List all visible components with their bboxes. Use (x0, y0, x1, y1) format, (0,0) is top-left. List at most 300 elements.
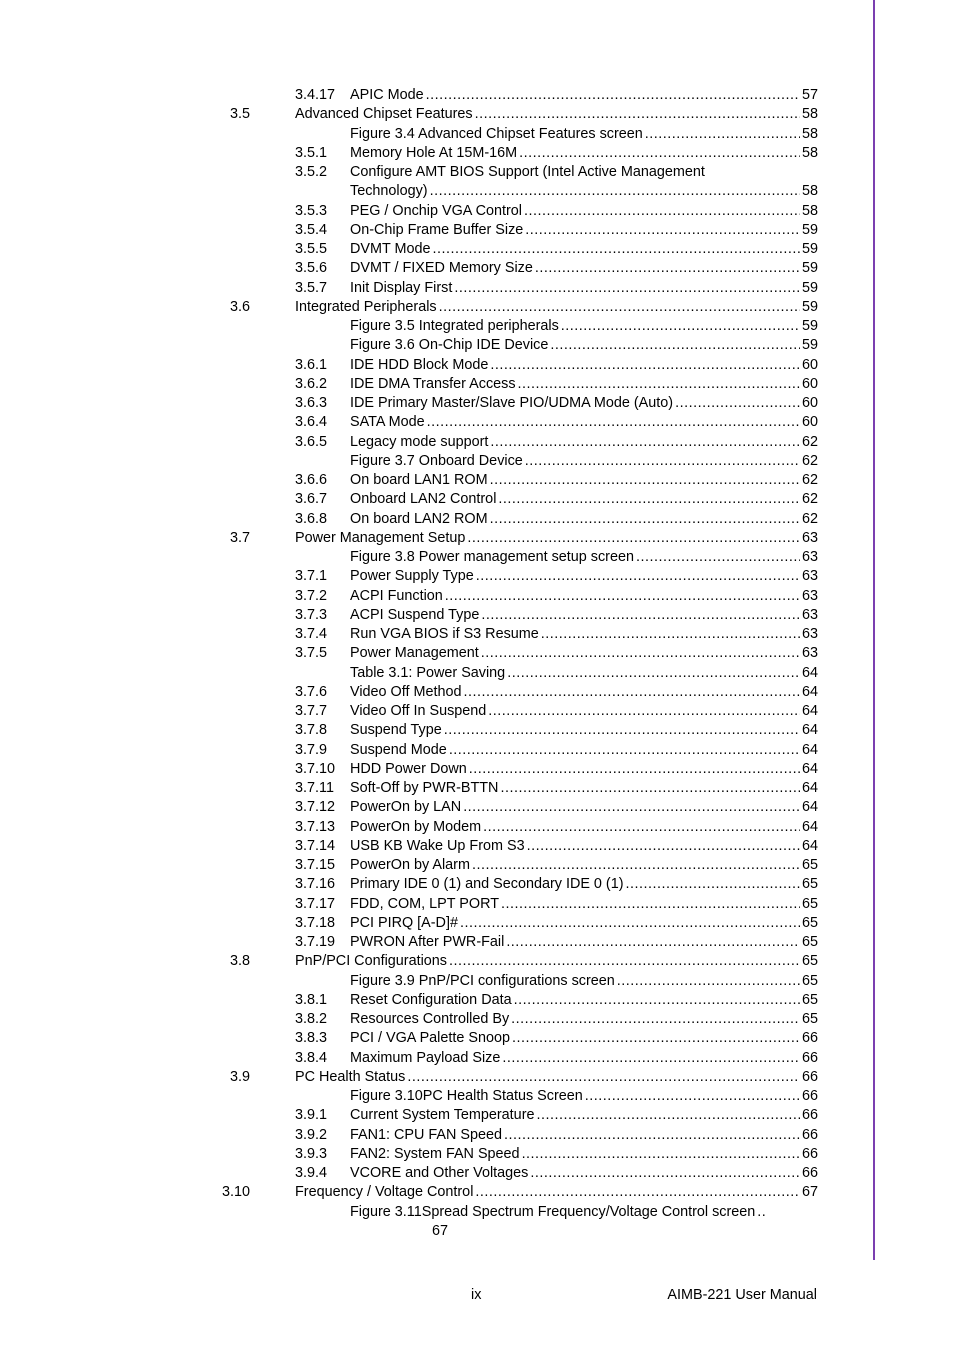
toc-entry-number: 3.9 (229, 1068, 250, 1085)
toc-entry-page: 62 (801, 491, 818, 508)
toc-entry-number: 3.5 (229, 106, 250, 123)
toc-entry-page: 63 (801, 587, 818, 604)
toc-entry-title: Frequency / Voltage Control (295, 1184, 474, 1201)
toc-entry-page: 63 (801, 529, 818, 546)
toc-entry-number: 3.7.5 (295, 645, 328, 662)
dot-leader (476, 567, 800, 586)
toc-entry-page: 66 (801, 1049, 818, 1066)
toc-entry[interactable] (0, 394, 954, 413)
dot-leader (426, 86, 800, 105)
toc-entry[interactable] (0, 664, 954, 683)
dot-leader (490, 356, 800, 375)
toc-entry-page: 66 (801, 1068, 818, 1085)
toc-entry-title: IDE DMA Transfer Access (350, 375, 516, 392)
toc-entry-page: 63 (801, 549, 818, 565)
toc-entry-line (295, 952, 818, 971)
toc-entry-page: 63 (801, 626, 818, 642)
toc-entry-line (295, 298, 818, 317)
toc-entry[interactable] (0, 1087, 954, 1106)
toc-entry-page: 57 (801, 87, 818, 103)
toc-entry-title: Video Off Method (350, 683, 462, 700)
toc-entry[interactable] (0, 1049, 954, 1068)
toc-entry-line (350, 375, 818, 394)
toc-entry-page: 64 (801, 683, 818, 700)
toc-entry-page: 65 (801, 1011, 818, 1027)
manual-title: AIMB-221 User Manual (667, 1287, 817, 1303)
toc-entry-number: 3.7.4 (295, 626, 328, 642)
toc-entry-title: PWRON After PWR-Fail (350, 934, 505, 950)
toc-entry-page: 59 (801, 241, 818, 257)
toc-entry-page: 64 (801, 722, 818, 739)
toc-entry[interactable] (0, 991, 954, 1010)
toc-entry-line (350, 702, 818, 721)
toc-entry-line (295, 1068, 818, 1087)
toc-entry-title: Figure 3.10PC Health Status Screen (350, 1088, 583, 1104)
toc-entry-title: FAN1: CPU FAN Speed (350, 1126, 502, 1143)
toc-entry-number: 3.9.2 (295, 1126, 328, 1143)
toc-entry[interactable] (0, 587, 954, 606)
dot-leader (498, 490, 800, 509)
dot-leader (467, 529, 800, 548)
toc-entry-title: On board LAN1 ROM (350, 472, 488, 488)
toc-entry[interactable] (0, 721, 954, 740)
dot-leader (481, 644, 800, 663)
toc-entry-line (350, 1029, 818, 1048)
toc-entry-page: 65 (801, 876, 818, 893)
toc-entry-number: 3.7.18 (295, 914, 336, 931)
toc-entry-number: 3.7.12 (295, 799, 336, 816)
toc-entry-line (350, 548, 818, 567)
toc-entry[interactable] (0, 240, 954, 259)
toc-entry[interactable] (0, 413, 954, 432)
toc-entry-line (350, 567, 818, 586)
dot-leader (460, 914, 800, 933)
toc-entry-title: SATA Mode (350, 414, 425, 431)
dot-leader (504, 1126, 800, 1145)
toc-entry-page: 64 (801, 760, 818, 777)
toc-entry-number: 3.5.1 (295, 144, 328, 161)
toc-entry-line (350, 914, 818, 933)
toc-entry[interactable] (0, 644, 954, 663)
toc-entry-number: 3.10 (221, 1184, 250, 1201)
toc-entry[interactable] (0, 375, 954, 394)
toc-entry[interactable] (0, 105, 954, 124)
toc-entry-number: 3.8.3 (295, 1030, 328, 1047)
toc-entry-line (350, 490, 818, 509)
toc-entry-title: PowerOn by Alarm (350, 857, 470, 873)
toc-entry-title: Current System Temperature (350, 1107, 535, 1124)
toc-entry-line (350, 279, 818, 298)
dot-leader (530, 1164, 800, 1183)
toc-entry-line (350, 1087, 818, 1106)
dot-leader (500, 779, 800, 798)
toc-entry-page: 64 (801, 780, 818, 796)
dot-leader (463, 798, 800, 817)
dot-leader (617, 972, 800, 991)
toc-entry-line (350, 182, 818, 201)
toc-entry-number: 3.8.1 (295, 991, 328, 1008)
dot-leader (469, 760, 800, 779)
toc-entry-line (350, 1164, 818, 1183)
toc-entry-line (350, 413, 818, 432)
toc-entry-number: 3.7.17 (295, 895, 336, 912)
toc-entry[interactable] (0, 182, 954, 201)
toc-entry[interactable] (0, 356, 954, 375)
toc-entry-line (350, 760, 818, 779)
toc-entry-number: 3.6.7 (295, 491, 328, 508)
toc-entry-number: 3.8.4 (295, 1049, 328, 1066)
dot-leader (645, 125, 800, 144)
dot-leader (522, 1145, 800, 1164)
toc-entry-line (350, 240, 818, 259)
toc-entry[interactable] (0, 298, 954, 317)
toc-entry-page: 65 (801, 953, 818, 970)
toc-entry-title: PEG / Onchip VGA Control (350, 202, 522, 219)
toc-entry-page: 60 (801, 395, 818, 411)
toc-entry-title: PCI PIRQ [A-D]# (350, 914, 458, 931)
toc-entry[interactable] (0, 221, 954, 240)
toc-entry-title: Onboard LAN2 Control (350, 491, 497, 508)
toc-entry-number: 3.7.1 (295, 568, 328, 585)
toc-entry-title: Technology) (350, 183, 428, 200)
toc-entry[interactable] (0, 741, 954, 760)
dot-leader (506, 933, 800, 952)
toc-wrapped-page-line (0, 1222, 954, 1241)
dot-leader (511, 1010, 800, 1029)
toc-entry[interactable] (0, 86, 954, 105)
toc-entry-page: 64 (801, 664, 818, 681)
toc-entry-line (350, 991, 818, 1010)
toc-entry[interactable] (0, 683, 954, 702)
toc-entry-title: HDD Power Down (350, 760, 467, 777)
toc-entry[interactable] (0, 259, 954, 278)
toc-entry-title: DVMT / FIXED Memory Size (350, 260, 533, 277)
toc-entry-title: ACPI Suspend Type (350, 606, 480, 623)
toc-entry-line (350, 1203, 818, 1222)
toc-entry-line (350, 683, 818, 702)
toc-entry[interactable] (0, 317, 954, 336)
toc-entry-page: 63 (801, 645, 818, 662)
toc-entry[interactable] (0, 1203, 954, 1222)
toc-entry[interactable] (0, 1068, 954, 1087)
dot-leader (475, 105, 800, 124)
dot-leader (561, 317, 800, 336)
toc-entry-number: 3.5.5 (295, 241, 328, 257)
toc-entry-page: 66 (801, 1165, 818, 1181)
page-footer (0, 1284, 954, 1306)
toc-entry-page: 64 (801, 703, 818, 719)
toc-entry-line (350, 452, 818, 471)
toc-entry-line (350, 972, 818, 991)
toc-entry-number: 3.5.6 (295, 260, 328, 277)
toc-entry[interactable] (0, 1126, 954, 1145)
toc-entry-page: 62 (801, 472, 818, 488)
toc-entry-page: 65 (801, 991, 818, 1008)
toc-entry-number: 3.7.7 (295, 703, 328, 719)
toc-entry-number: 3.7.6 (295, 683, 328, 700)
toc-entry[interactable] (0, 567, 954, 586)
toc-entry-line (350, 625, 818, 644)
toc-entry-page: 64 (801, 818, 818, 835)
toc-entry-number: 3.8 (229, 953, 250, 970)
toc-entry-page: 58 (801, 202, 818, 219)
dot-leader (525, 221, 800, 240)
toc-entry-line (350, 875, 818, 894)
dot-leader (541, 625, 800, 644)
toc-entry-title: IDE HDD Block Mode (350, 356, 489, 373)
toc-entry[interactable] (0, 798, 954, 817)
dot-leader (626, 875, 800, 894)
toc-entry-page: 60 (801, 375, 818, 392)
toc-entry-page: 66 (801, 1126, 818, 1143)
toc-entry-page: 65 (801, 934, 818, 950)
toc-entry[interactable] (0, 433, 954, 452)
toc-entry[interactable] (0, 202, 954, 221)
dot-leader (757, 1203, 767, 1222)
toc-entry-page: 64 (801, 799, 818, 816)
toc-entry-line (350, 741, 818, 760)
toc-entry-page: 59 (801, 318, 818, 334)
table-of-contents (0, 86, 954, 1241)
dot-leader (475, 1183, 800, 1202)
dot-leader (433, 240, 800, 259)
toc-wrapped-page: 67 (432, 1222, 449, 1239)
toc-entry-title: Soft-Off by PWR-BTTN (350, 780, 499, 796)
toc-entry-line (350, 1106, 818, 1125)
toc-entry[interactable] (0, 144, 954, 163)
toc-entry-page: 66 (801, 1145, 818, 1162)
toc-entry-line (350, 433, 818, 452)
toc-entry[interactable] (0, 972, 954, 991)
toc-entry-title: IDE Primary Master/Slave PIO/UDMA Mode (Auto) (350, 395, 674, 411)
toc-entry-page: 58 (801, 144, 818, 161)
toc-entry-title: PnP/PCI Configurations (295, 953, 447, 970)
toc-entry-number: 3.9.3 (295, 1145, 328, 1162)
toc-entry-line (350, 163, 818, 182)
toc-entry-line (350, 336, 818, 355)
toc-entry-page: 63 (801, 568, 818, 585)
toc-entry[interactable] (0, 779, 954, 798)
toc-entry[interactable] (0, 490, 954, 509)
toc-entry-number: 3.6.6 (295, 472, 328, 488)
toc-entry-page: 63 (801, 606, 818, 623)
toc-entry-line (350, 356, 818, 375)
toc-entry[interactable] (0, 837, 954, 856)
toc-entry-number: 3.6.2 (295, 375, 328, 392)
toc-entry-line (350, 798, 818, 817)
toc-entry[interactable] (0, 471, 954, 490)
dot-leader (585, 1087, 800, 1106)
dot-leader (514, 991, 800, 1010)
toc-entry-line (350, 837, 818, 856)
toc-entry[interactable] (0, 163, 954, 182)
toc-entry[interactable] (0, 529, 954, 548)
toc-entry-number: 3.5.2 (295, 164, 328, 180)
toc-entry-title: Suspend Mode (350, 741, 447, 758)
toc-entry-line (350, 259, 818, 278)
dot-leader (444, 721, 800, 740)
dot-leader (430, 182, 800, 201)
dot-leader (636, 548, 800, 567)
toc-entry[interactable] (0, 1145, 954, 1164)
toc-entry-number: 3.7.9 (295, 741, 328, 758)
toc-entry-number: 3.5.7 (295, 279, 328, 296)
toc-entry-number: 3.6 (229, 298, 250, 315)
toc-entry-page: 66 (801, 1088, 818, 1104)
toc-entry[interactable] (0, 760, 954, 779)
toc-entry-page: 58 (801, 183, 818, 200)
toc-entry-page: 58 (801, 125, 818, 142)
toc-entry-page: 66 (801, 1107, 818, 1124)
toc-entry[interactable] (0, 702, 954, 721)
toc-entry-title: PCI / VGA Palette Snoop (350, 1030, 510, 1047)
toc-entry-number: 3.7.16 (295, 876, 336, 893)
toc-entry-title: Suspend Type (350, 722, 442, 739)
toc-entry-title: Figure 3.8 Power management setup screen (350, 549, 634, 565)
toc-entry-title: Figure 3.9 PnP/PCI configurations screen (350, 972, 615, 989)
toc-entry-title: Figure 3.4 Advanced Chipset Features screen (350, 125, 643, 142)
toc-entry[interactable] (0, 548, 954, 567)
toc-entry-line (350, 933, 818, 952)
toc-entry-title: Table 3.1: Power Saving (350, 664, 506, 681)
toc-entry-page: 59 (801, 337, 818, 354)
toc-entry-number: 3.7.11 (295, 780, 334, 796)
toc-entry[interactable] (0, 895, 954, 914)
toc-entry-title: Video Off In Suspend (350, 703, 487, 719)
toc-entry-line (295, 1183, 818, 1202)
toc-entry-title: Run VGA BIOS if S3 Resume (350, 626, 539, 642)
toc-entry-line (350, 606, 818, 625)
toc-entry-line (350, 1010, 818, 1029)
toc-entry-number: 3.7.13 (295, 818, 336, 835)
toc-entry-title: USB KB Wake Up From S3 (350, 837, 525, 854)
toc-entry-page: 59 (801, 298, 818, 315)
toc-entry-line (350, 144, 818, 163)
page-number: ix (471, 1287, 482, 1303)
toc-entry-page: 67 (801, 1184, 818, 1201)
dot-leader (488, 702, 800, 721)
toc-entry-number: 3.7 (229, 529, 250, 546)
toc-entry-title: DVMT Mode (350, 241, 431, 257)
dot-leader (518, 375, 800, 394)
toc-entry-title: PC Health Status (295, 1068, 406, 1085)
dot-leader (449, 952, 800, 971)
toc-entry[interactable] (0, 279, 954, 298)
toc-entry[interactable] (0, 933, 954, 952)
toc-entry-page: 66 (801, 1030, 818, 1047)
toc-entry-number: 3.9.1 (295, 1107, 328, 1124)
toc-entry-title: VCORE and Other Voltages (350, 1165, 529, 1181)
dot-leader (512, 1029, 800, 1048)
toc-entry-title: Memory Hole At 15M-16M (350, 144, 518, 161)
toc-entry-line (350, 1126, 818, 1145)
toc-entry[interactable] (0, 1106, 954, 1125)
toc-entry[interactable] (0, 1029, 954, 1048)
toc-entry-title: Power Management (350, 645, 479, 662)
toc-entry-number: 3.7.15 (295, 857, 336, 873)
toc-entry-number: 3.7.10 (295, 760, 336, 777)
toc-entry-number: 3.6.1 (295, 356, 328, 373)
toc-entry-page: 60 (801, 414, 818, 431)
toc-entry-number: 3.6.5 (295, 433, 328, 450)
toc-entry[interactable] (0, 1183, 954, 1202)
toc-entry-number: 3.7.14 (295, 837, 336, 854)
toc-entry-title: On board LAN2 ROM (350, 510, 488, 527)
toc-entry[interactable] (0, 452, 954, 471)
toc-entry-title: FDD, COM, LPT PORT (350, 895, 499, 912)
toc-entry-line (350, 510, 818, 529)
toc-entry-line (350, 317, 818, 336)
toc-entry-title: FAN2: System FAN Speed (350, 1145, 520, 1162)
toc-entry-line (350, 818, 818, 837)
toc-entry[interactable] (0, 625, 954, 644)
toc-entry-number: 3.6.3 (295, 395, 328, 411)
dot-leader (507, 664, 800, 683)
toc-entry-title: Advanced Chipset Features (295, 106, 473, 123)
dot-leader (525, 452, 800, 471)
toc-entry-line (350, 644, 818, 663)
toc-entry-title: Power Management Setup (295, 529, 466, 546)
toc-entry-number: 3.6.8 (295, 510, 328, 527)
dot-leader (427, 413, 800, 432)
toc-entry-title: Reset Configuration Data (350, 991, 512, 1008)
toc-entry-page: 62 (801, 510, 818, 527)
toc-entry-line (350, 86, 818, 105)
dot-leader (454, 279, 800, 298)
toc-entry[interactable] (0, 510, 954, 529)
toc-entry[interactable] (0, 914, 954, 933)
toc-entry-line (350, 125, 818, 144)
toc-entry-line (350, 587, 818, 606)
dot-leader (445, 587, 800, 606)
toc-entry[interactable] (0, 125, 954, 144)
dot-leader (519, 144, 800, 163)
toc-entry-page: 65 (801, 914, 818, 931)
dot-leader (535, 259, 800, 278)
toc-entry-title: APIC Mode (350, 87, 424, 103)
dot-leader (439, 298, 800, 317)
toc-entry-title: PowerOn by LAN (350, 799, 462, 816)
toc-entry-line (295, 529, 818, 548)
dot-leader (449, 741, 800, 760)
toc-entry-number: 3.5.4 (295, 221, 328, 238)
toc-entry[interactable] (0, 1010, 954, 1029)
toc-entry-page: 60 (801, 356, 818, 373)
toc-entry-number: 3.4.17 (295, 87, 336, 103)
dot-leader (524, 202, 800, 221)
dot-leader (407, 1068, 800, 1087)
toc-entry-title: Integrated Peripherals (295, 298, 437, 315)
toc-entry-line (350, 895, 818, 914)
toc-entry-line (350, 721, 818, 740)
toc-entry[interactable] (0, 856, 954, 875)
toc-entry-number: 3.7.3 (295, 606, 328, 623)
toc-entry-number: 3.9.4 (295, 1165, 328, 1181)
dot-leader (472, 856, 800, 875)
toc-entry[interactable] (0, 1164, 954, 1183)
dot-leader (550, 336, 800, 355)
toc-entry[interactable] (0, 875, 954, 894)
dot-leader (481, 606, 800, 625)
toc-entry[interactable] (0, 818, 954, 837)
toc-entry[interactable] (0, 606, 954, 625)
toc-entry-title: Figure 3.7 Onboard Device (350, 452, 523, 469)
toc-entry[interactable] (0, 336, 954, 355)
toc-entry[interactable] (0, 952, 954, 971)
dot-leader (463, 683, 800, 702)
toc-entry-page: 65 (801, 972, 818, 989)
toc-entry-number: 3.6.4 (295, 414, 328, 431)
